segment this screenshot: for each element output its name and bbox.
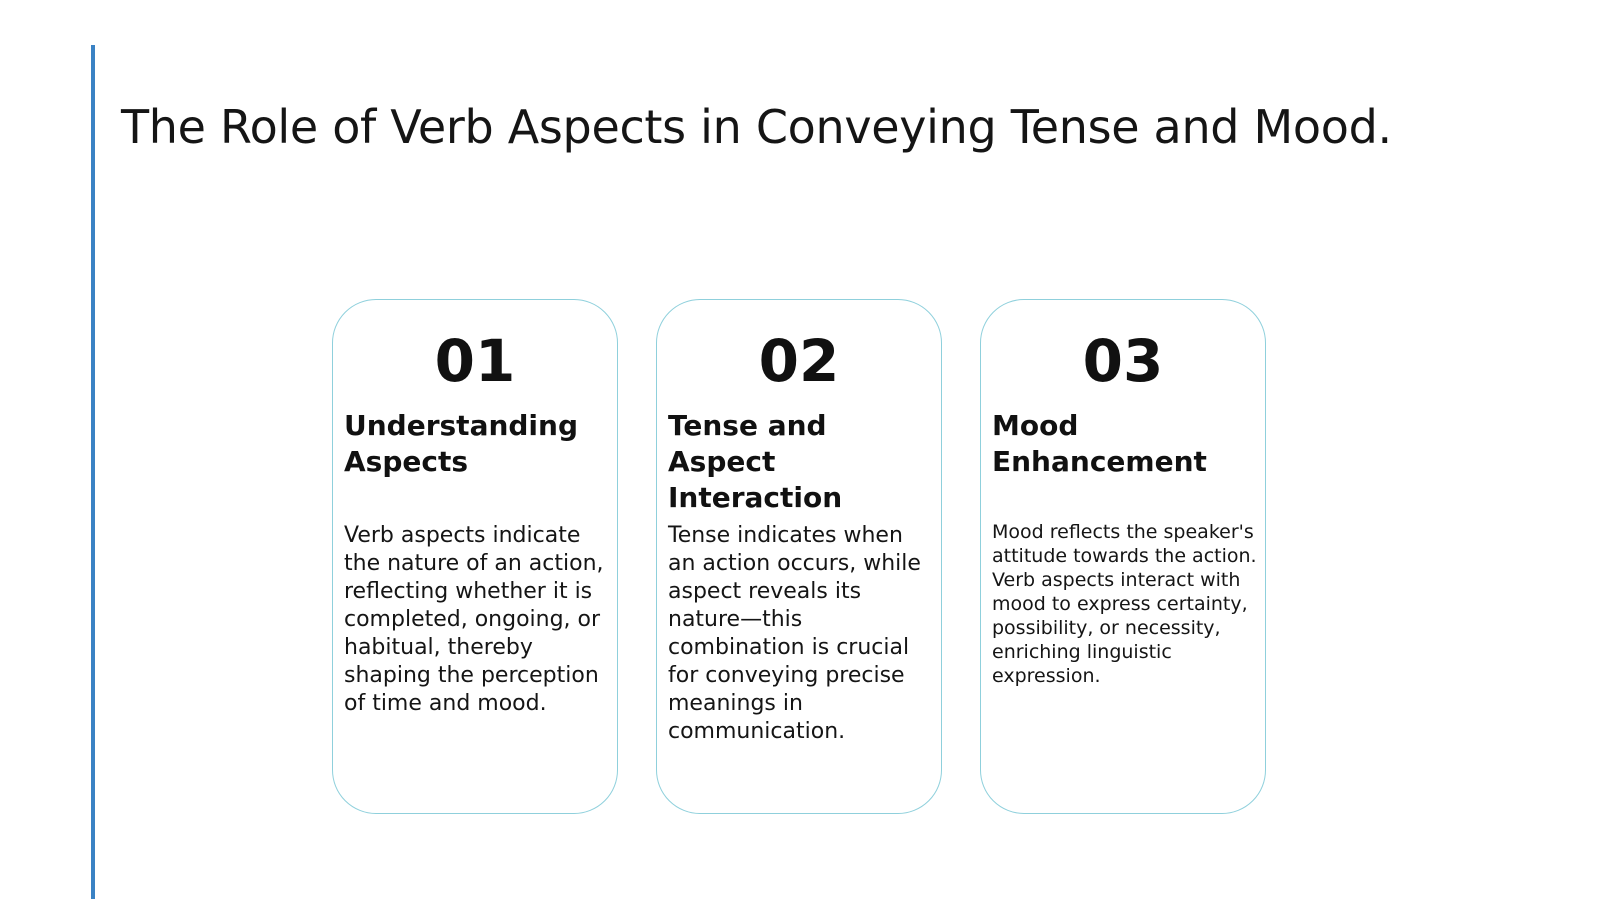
card-heading: Mood Enhancement <box>992 409 1207 478</box>
card-tense-aspect-interaction <box>656 299 942 814</box>
card-body: Tense indicates when an action occurs, while aspect reveals its nature—this combination is crucial for conveying precise meanings in communication. <box>668 523 921 744</box>
card-understanding-aspects <box>332 299 618 814</box>
card-body: Verb aspects indicate the nature of an action, reflecting whether it is completed, ongoing, or habitual, thereby shaping the perception of time and mood. <box>344 523 604 716</box>
accent-bar <box>91 45 95 899</box>
card-heading: Understanding Aspects <box>344 409 579 478</box>
card-number: 03 <box>1082 327 1164 395</box>
card-number: 02 <box>758 327 840 395</box>
card-number: 01 <box>434 327 516 395</box>
card-mood-enhancement <box>980 299 1266 814</box>
slide-title: The Role of Verb Aspects in Conveying Tense and Mood. <box>121 100 1392 154</box>
card-body: Mood reflects the speaker's attitude towards the action. Verb aspects interact with mood to express certainty, possibility, or necessity, enriching linguistic expression. <box>992 521 1257 687</box>
card-heading: Tense and Aspect Interaction <box>668 409 843 514</box>
